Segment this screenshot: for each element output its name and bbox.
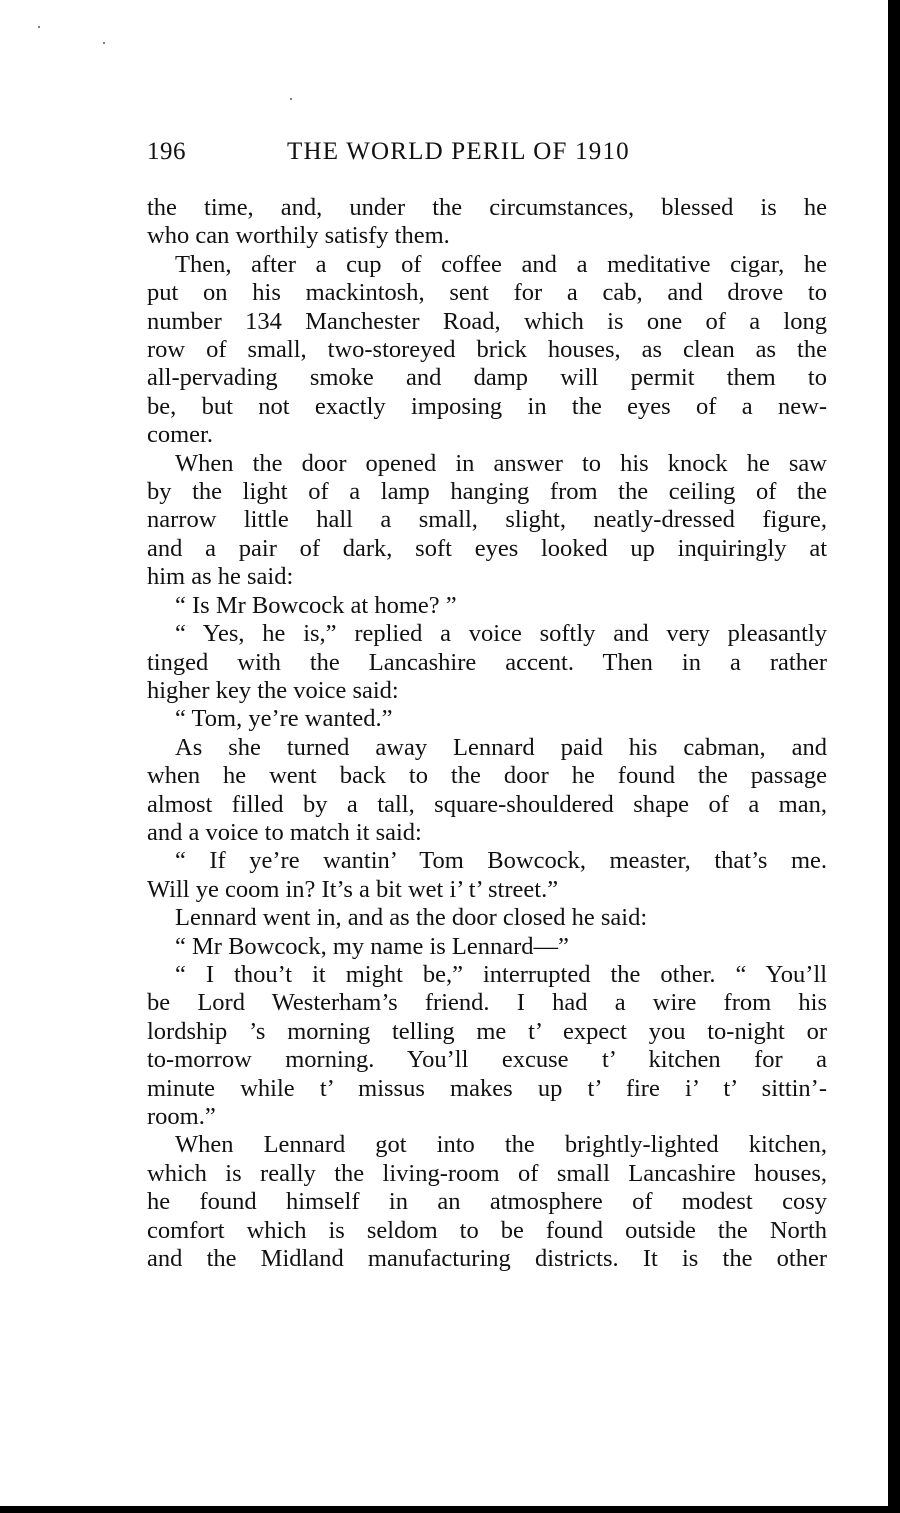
text-line: “ Yes, he is,” replied a voice softly and very pleasantly [175,620,827,648]
text-line: “ Is Mr Bowcock at home? ” [175,591,457,619]
text-line: and a voice to match it said: [147,818,422,846]
text-line: Lennard went in, and as the door closed he said: [175,904,648,932]
text-line: comfort which is seldom to be found outside the North [147,1216,827,1244]
text-line: When Lennard got into the brightly-lighted kitchen, [175,1131,827,1159]
text-line: which is really the living-room of small Lancashire houses, [147,1159,827,1187]
paper-speck [38,26,40,28]
text-line: by the light of a lamp hanging from the ceiling of the [147,478,827,506]
scan-edge-right [888,0,900,1513]
text-line: all-pervading smoke and damp will permit them to [147,364,827,392]
text-line: who can worthily satisfy them. [147,222,450,250]
text-line: tinged with the Lancashire accent. Then in a rather [147,648,827,676]
text-line: to-morrow morning. You’ll excuse t’ kitchen for a [147,1046,827,1074]
text-line: narrow little hall a small, slight, neatly-dressed figure, [147,506,827,534]
text-line: room.” [147,1103,216,1130]
page-number: 196 [147,138,186,165]
text-line: comer. [147,421,213,449]
scan-edge-bottom [0,1506,900,1513]
text-line: As she turned away Lennard paid his cabman, and [175,733,827,761]
text-line: When the door opened in answer to his knock he saw [175,449,827,477]
text-line: “ If ye’re wantin’ Tom Bowcock, measter, that’s me. [175,847,827,875]
running-title: THE WORLD PERIL OF 1910 [287,138,630,165]
running-header [147,138,827,174]
text-line: row of small, two-storeyed brick houses, as clean as the [147,336,827,364]
paper-speck [103,42,105,44]
text-line: and the Midland manufacturing districts. It is the other [147,1245,827,1273]
text-line: when he went back to the door he found the passage [147,762,827,790]
paper-speck [290,98,292,100]
text-line: number 134 Manchester Road, which is one of a long [147,307,827,335]
text-line: be, but not exactly imposing in the eyes of a new- [147,392,827,420]
text-line: he found himself in an atmosphere of modest cosy [147,1188,827,1216]
text-line: “ Tom, ye’re wanted.” [175,705,393,733]
text-line: be Lord Westerham’s friend. I had a wire from his [147,989,827,1017]
text-line: almost filled by a tall, square-shouldered shape of a man, [147,790,827,818]
text-line: higher key the voice said: [147,676,399,704]
text-line: put on his mackintosh, sent for a cab, and drove to [147,279,827,307]
text-line: Will ye coom in? It’s a bit wet i’ t’ street.” [147,875,559,903]
text-line: Then, after a cup of coffee and a meditative cigar, he [175,250,827,278]
text-line: and a pair of dark, soft eyes looked up inquiringly at [147,534,827,562]
text-line: “ I thou’t it might be,” interrupted the other. “ You’ll [175,960,827,988]
text-line: the time, and, under the circumstances, blessed is he [147,194,827,221]
text-line: lordship ’s morning telling me t’ expect you to-night or [147,1017,827,1045]
text-line: minute while t’ missus makes up t’ fire i’ t’ sittin’- [147,1074,827,1102]
body-text [147,194,827,1273]
text-line: him as he said: [147,563,294,591]
text-line: “ Mr Bowcock, my name is Lennard—” [175,932,569,960]
